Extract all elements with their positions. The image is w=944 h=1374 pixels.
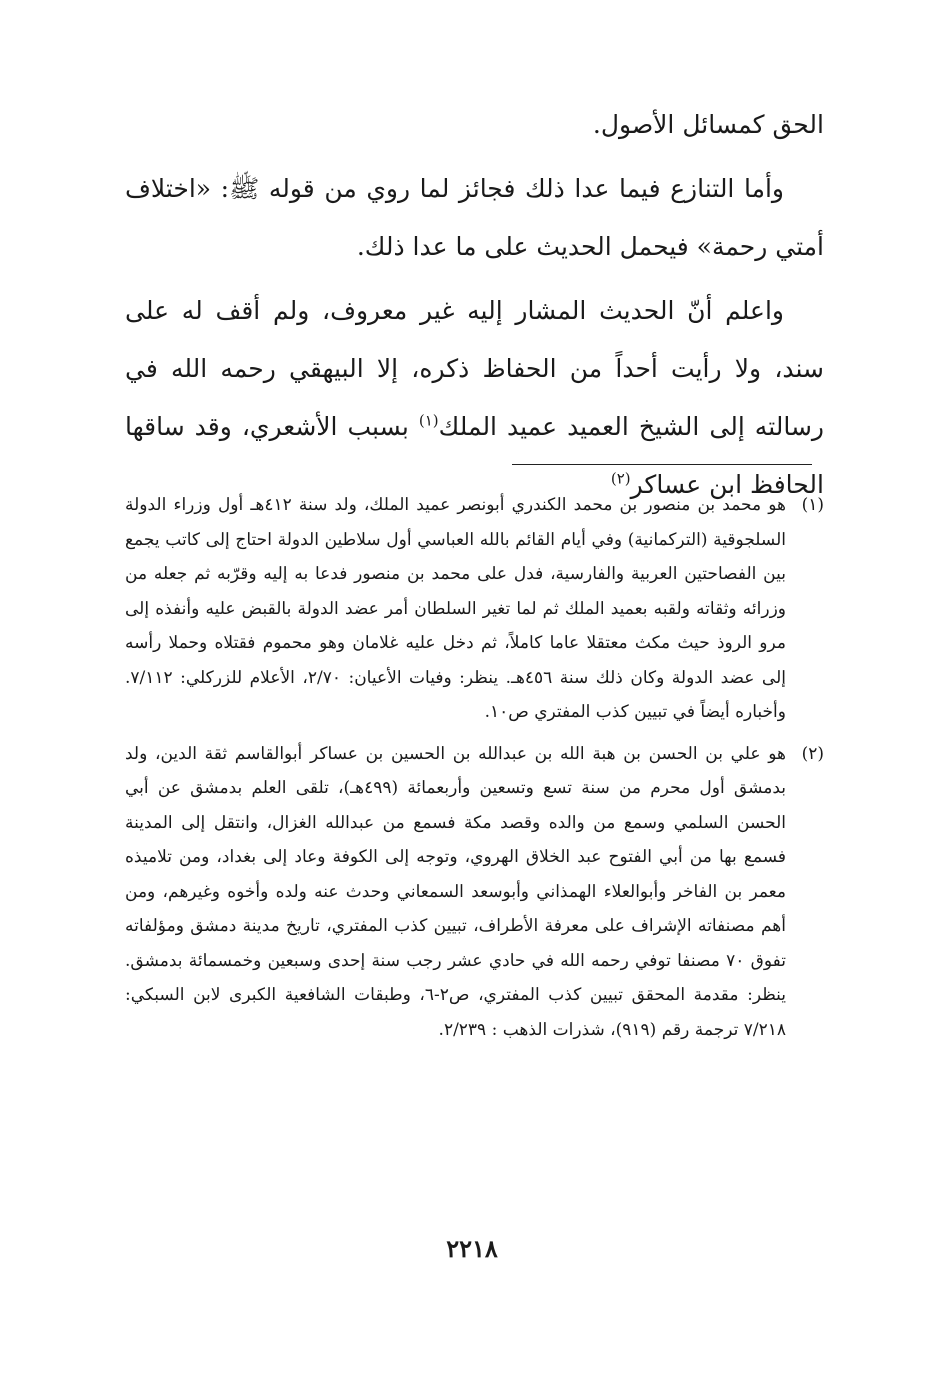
- main-paragraph-2: وأما التنازع فيما عدا ذلك فجائز لما روي من قوله ﷺ: «اختلاف أمتي رحمة» فيحمل الحديث على ما عدا ذلك.: [125, 174, 824, 261]
- footnote-divider: [512, 464, 812, 465]
- footnote-1: [125, 488, 824, 730]
- footnote-2-text: هو علي بن الحسن بن هبة الله بن عبدالله بن الحسين بن عساكر أبوالقاسم ثقة الدين، ولد بدمشق أول محرم من سنة تسع وتسعين وأربعمائة (٤٩٩هـ)، تلقى العلم بدمشق عن أبي الحسن السلمي وسمع من والده وقصد مكة فسمع من عبدالله الغزال، وانتقل إلى المدينة فسمع بها من أبي الفتوح عبد الخلاق الهروي، وتوجه إلى الكوفة وعاد إلى بغداد، ومن تلاميذه معمر بن الفاخر وأبوالعلاء الهمذاني وأبوسعد السمعاني وحدث عنه ولده وأخوه وغيرهم، ومن أهم مصنفاته الإشراف على معرفة الأطراف، تبيين كذب المفتري، تاريخ مدينة دمشق ومؤلفاته تفوق ٧٠ مصنفا توفي رحمه الله في حادي عشر رجب سنة إحدى وسبعين وخمسمائة بدمشق. ينظر: مقدمة المحقق تبيين كذب المفتري، ص٢-٦، وطبقات الشافعية الكبرى لابن السبكي: ٧/٢١٨ ترجمة رقم (٩١٩)، شذرات الذهب : ٢/٢٣٩.: [125, 743, 787, 1040]
- footnote-ref-1[interactable]: (١): [418, 411, 439, 430]
- main-paragraph-3: [125, 282, 824, 514]
- main-paragraph-3-part-a: واعلم أنّ الحديث المشار إليه غير معروف، ولم أقف له على سند، ولا رأيت أحداً من الحفاظ ذكره، إلا البيهقي رحمه الله في رسالته إلى الشيخ العميد عميد الملك: [125, 296, 824, 441]
- main-paragraph-3-part-b: بسبب الأشعري، وقد ساقها الحافظ ابن عساكر: [125, 412, 824, 499]
- main-text: [125, 96, 824, 514]
- footnote-1-text: هو محمد بن منصور بن محمد الكندري أبونصر عميد الملك، ولد سنة ٤١٢هـ أول وزراء الدولة السلجوقية (التركمانية) وفي أيام القائم بالله العباسي أول سلاطين الدولة احتاج إلى كاتب يجمع بين الفصاحتين العربية والفارسية، فدل على محمد بن منصور فدعا به إليه وقرّبه ثم جعله من وزرائه وثقاته ولقبه بعميد الملك ثم لما تغير السلطان أمر عضد الدولة بالقبض عليه وأنفذه إلى مرو الروذ حيث مكث معتقلا عاما كاملاً، ثم دخل عليه غلامان وهو محموم فقتلاه وحملا رأسه إلى عضد الدولة وكان ذلك سنة ٤٥٦هـ. ينظر: وفيات الأعيان: ٢/٧٠، الأعلام للزركلي: ٧/١١٢. وأخباره أيضاً في تبيين كذب المفتري ص١٠.: [125, 495, 786, 722]
- footnote-2: [125, 737, 824, 1048]
- page-number: ٢٢١٨: [446, 1234, 498, 1263]
- footnote-2-number: (٢): [801, 743, 824, 764]
- footnote-1-number: (١): [801, 495, 824, 515]
- footnote-ref-2[interactable]: (٢): [610, 469, 631, 488]
- main-paragraph-1: الحق كمسائل الأصول.: [592, 110, 824, 139]
- footnotes: [125, 488, 824, 1047]
